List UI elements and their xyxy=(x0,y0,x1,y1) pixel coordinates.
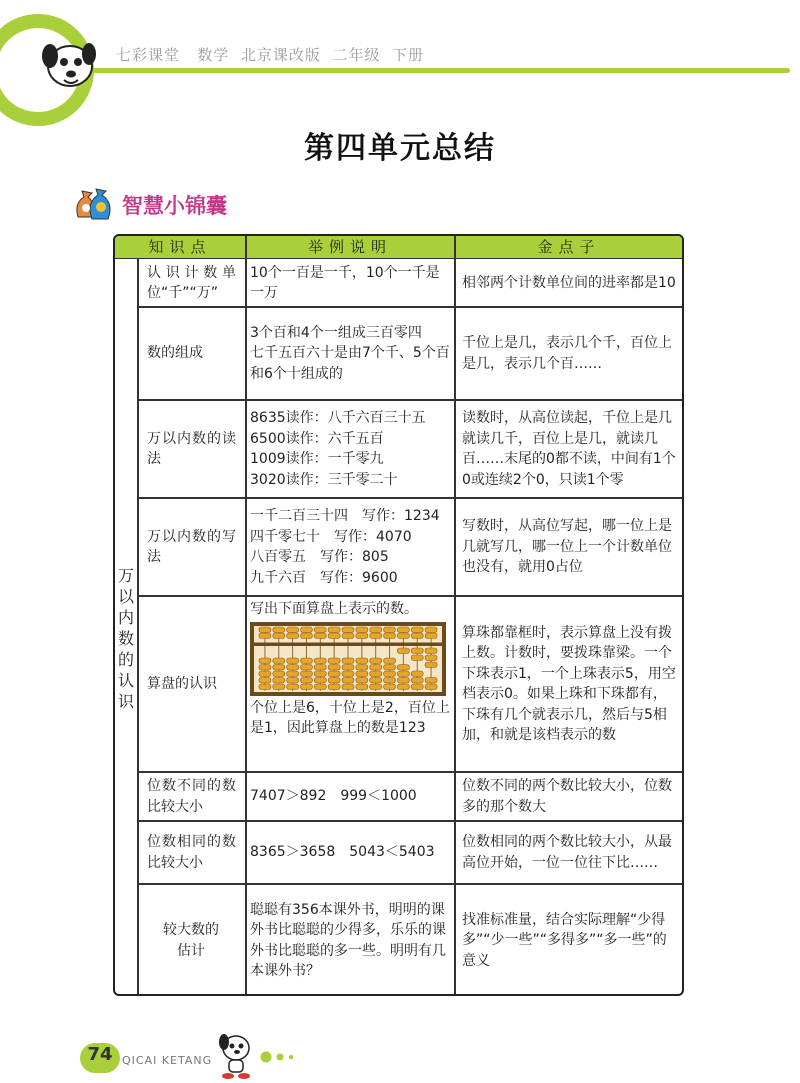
header-topic: 知识点 xyxy=(148,238,212,256)
abacus-answer: 个位上是6，十位上是2，百位上是1，因此算盘上的数是123 xyxy=(250,699,450,736)
row-1-tip-text: 相邻两个计数单位间的进率都是10 xyxy=(462,274,676,291)
abacus-bead xyxy=(314,664,326,670)
row-1-example xyxy=(246,260,454,306)
abacus-bead xyxy=(397,648,409,654)
row-3-tip-text: 读数时，从高位读起，千位上是几就读几千，百位上是几，就读几百……末尾的0都不读，中间有1个0或连续2个0，只读1个零 xyxy=(462,410,676,488)
abacus-bead xyxy=(328,671,340,677)
abacus-bead xyxy=(370,684,382,690)
abacus-bead xyxy=(411,671,423,677)
row-4-example-line: 八百零五 写作：805 xyxy=(250,549,389,565)
row-2-tip xyxy=(456,308,682,399)
abacus-bead xyxy=(259,658,271,664)
abacus-bead xyxy=(328,664,340,670)
row-8-topic xyxy=(141,885,241,996)
row-2-example xyxy=(246,308,454,399)
abacus-bead xyxy=(370,671,382,677)
abacus-bead xyxy=(328,677,340,683)
row-3-tip xyxy=(456,401,682,497)
abacus-bead xyxy=(411,655,423,661)
abacus-bead xyxy=(287,658,299,664)
abacus-bead xyxy=(300,658,312,664)
abacus-bead xyxy=(287,664,299,670)
row-2-example-line: 七千五百六十是由7个千、5个百和6个十组成的 xyxy=(250,345,450,382)
abacus-bead xyxy=(411,648,423,654)
group-label: 万以内数的认识 xyxy=(117,566,134,711)
abacus-bead xyxy=(273,658,285,664)
row-1-topic-text: 认识计数单位“千”“万” xyxy=(147,264,236,301)
abacus-bead xyxy=(384,627,396,633)
row-1-tip xyxy=(456,260,682,306)
abacus-bead xyxy=(314,658,326,664)
abacus-bead xyxy=(300,664,312,670)
row-8-example xyxy=(246,885,454,996)
abacus-bead xyxy=(425,633,437,639)
abacus-bead xyxy=(259,677,271,683)
abacus-bead xyxy=(397,671,409,677)
abacus-bead xyxy=(384,664,396,670)
row-3-example-line: 8635读作：八千六百三十五 xyxy=(250,410,426,426)
header-example: 举例说明 xyxy=(307,238,392,256)
abacus-bead xyxy=(259,664,271,670)
abacus-bead xyxy=(314,677,326,683)
abacus-bead xyxy=(397,664,409,670)
row-5-topic-text: 算盘的认识 xyxy=(147,675,217,692)
abacus-bead xyxy=(356,664,368,670)
abacus-bead xyxy=(370,664,382,670)
abacus-bead xyxy=(314,684,326,690)
abacus-bead xyxy=(411,627,423,633)
abacus-bead xyxy=(411,677,423,683)
abacus-bead xyxy=(370,627,382,633)
row-3-example-line: 1009读作：一千零九 xyxy=(250,451,384,467)
abacus-bead xyxy=(342,633,354,639)
abacus-bead xyxy=(287,627,299,633)
abacus-prompt: 写出下面算盘上表示的数。 xyxy=(250,601,418,617)
row-4-tip xyxy=(456,499,682,595)
decorative-dots-icon xyxy=(260,1050,300,1064)
row-5-tip-text: 算珠都靠框时，表示算盘上没有拨上数。计数时，要拨珠靠梁。一个下珠表示1，一个上珠表示5，用空档表示0。如果上珠和下珠都有，下珠有几个就表示几，然后与5相加，和就是该档表示的数 xyxy=(462,624,676,743)
abacus-bead xyxy=(273,684,285,690)
row-8-topic-text: 较大数的估计 xyxy=(163,922,219,959)
row-3-topic-text: 万以内数的读法 xyxy=(147,430,236,467)
abacus-bead xyxy=(425,655,437,661)
header-tip: 金点子 xyxy=(537,238,601,256)
section-label: 智慧小锦囊 xyxy=(122,194,227,218)
abacus-bead xyxy=(342,627,354,633)
abacus-beam xyxy=(254,642,442,646)
row-2-example-line: 3个百和4个一组成三百零四 xyxy=(250,324,422,341)
row-7-example-text: 8365＞3658 5043＜5403 xyxy=(250,844,435,861)
row-4-tip-text: 写数时，从高位写起，哪一位上是几就写几，哪一位上一个计数单位也没有，就用0占位 xyxy=(462,518,672,576)
row-5-topic xyxy=(141,597,241,771)
subject: 数学 xyxy=(197,46,230,64)
row-8-tip-text: 找准标准量，结合实际理解“少得多”“少一些”“多得多”“多一些”的意义 xyxy=(462,911,667,969)
abacus-bead xyxy=(300,684,312,690)
row-2-topic-text: 数的组成 xyxy=(147,345,203,362)
row-6-example xyxy=(246,773,454,820)
abacus-bead xyxy=(314,671,326,677)
abacus-bead xyxy=(425,627,437,633)
footer-brand: QICAI KETANG xyxy=(122,1054,213,1067)
group-column xyxy=(115,258,137,996)
abacus-illustration xyxy=(250,622,446,696)
row-3-example xyxy=(246,401,454,497)
abacus-bead xyxy=(287,633,299,639)
abacus-bead xyxy=(384,677,396,683)
row-7-topic-text: 位数相同的数比较大小 xyxy=(147,834,236,871)
row-6-topic-text: 位数不同的数比较大小 xyxy=(147,778,236,815)
abacus-bead xyxy=(370,658,382,664)
abacus-bead xyxy=(273,633,285,639)
page-title: 第四单元总结 xyxy=(304,131,496,166)
abacus-bead xyxy=(273,627,285,633)
abacus-bead xyxy=(384,633,396,639)
dog-mascot-icon xyxy=(213,1030,259,1080)
row-4-example-line: 一千二百三十四 写作：1234 xyxy=(250,508,440,524)
abacus-bead xyxy=(356,633,368,639)
abacus-bead xyxy=(328,633,340,639)
row-6-tip xyxy=(456,773,682,820)
abacus-bead xyxy=(425,662,437,668)
row-4-topic-text: 万以内数的写法 xyxy=(147,528,236,565)
row-3-example-line: 3020读作：三千零二十 xyxy=(250,471,398,488)
abacus-bead xyxy=(314,627,326,633)
abacus-bead xyxy=(397,677,409,683)
abacus-bead xyxy=(356,627,368,633)
series-name: 七彩课堂 xyxy=(116,46,181,64)
edition: 北京课改版 xyxy=(240,46,321,64)
header-rule xyxy=(60,68,790,73)
abacus-bead xyxy=(425,684,437,690)
row-4-example-line: 四千零七十 写作：4070 xyxy=(250,528,412,545)
abacus-bead xyxy=(397,627,409,633)
abacus-bead xyxy=(342,677,354,683)
abacus-bead xyxy=(397,684,409,690)
abacus-bead xyxy=(356,671,368,677)
abacus-bead xyxy=(259,627,271,633)
page-number: 74 xyxy=(87,1044,113,1065)
volume: 下册 xyxy=(392,46,425,64)
abacus-bead xyxy=(328,658,340,664)
row-3-topic xyxy=(141,401,241,497)
header-text xyxy=(116,44,424,65)
abacus-bead xyxy=(384,671,396,677)
row-2-topic xyxy=(141,308,241,399)
abacus-bead xyxy=(397,633,409,639)
row-6-example-text: 7407＞892 999＜1000 xyxy=(250,788,417,805)
abacus-bead xyxy=(411,684,423,690)
abacus-bead xyxy=(342,664,354,670)
abacus-bead xyxy=(356,658,368,664)
row-7-example xyxy=(246,822,454,883)
abacus-bead xyxy=(287,684,299,690)
abacus-bead xyxy=(273,677,285,683)
table-header xyxy=(115,236,682,259)
abacus-bead xyxy=(328,684,340,690)
abacus-bead xyxy=(425,648,437,654)
abacus-bead xyxy=(425,677,437,683)
money-bag-icon xyxy=(72,183,116,223)
abacus-bead xyxy=(287,677,299,683)
grade: 二年级 xyxy=(332,46,381,64)
row-8-tip xyxy=(456,885,682,996)
abacus-bead xyxy=(356,677,368,683)
col-divider xyxy=(137,258,139,996)
abacus-bead xyxy=(273,664,285,670)
row-1-topic xyxy=(141,260,241,306)
abacus-bead xyxy=(259,633,271,639)
row-8-example-text: 聪聪有356本课外书，明明的课外书比聪聪的少得多，乐乐的课外书比聪聪的多一些。明明有几本课外书？ xyxy=(250,901,446,979)
abacus-bead xyxy=(384,658,396,664)
row-5-tip xyxy=(456,597,682,771)
abacus-bead xyxy=(273,671,285,677)
abacus-bead xyxy=(328,627,340,633)
dog-mascot-icon xyxy=(34,28,104,98)
abacus-bead xyxy=(384,684,396,690)
abacus-bead xyxy=(287,671,299,677)
row-3-example-line: 6500读作：六千五百 xyxy=(250,430,384,447)
abacus-bead xyxy=(300,677,312,683)
row-4-example-line: 九千六百 写作：9600 xyxy=(250,569,398,586)
abacus-bead xyxy=(342,671,354,677)
abacus-bead xyxy=(259,684,271,690)
abacus-bead xyxy=(370,677,382,683)
abacus-bead xyxy=(300,671,312,677)
row-6-topic xyxy=(141,773,241,820)
row-5-example xyxy=(246,599,454,771)
abacus-bead xyxy=(300,633,312,639)
row-1-example-text: 10个一百是一千，10个一千是一万 xyxy=(250,264,440,301)
row-4-example xyxy=(246,499,454,595)
abacus-bead xyxy=(370,633,382,639)
abacus-bead xyxy=(411,633,423,639)
abacus-bead xyxy=(342,658,354,664)
abacus-bead xyxy=(356,684,368,690)
row-7-tip xyxy=(456,822,682,883)
abacus-bead xyxy=(259,671,271,677)
summary-table xyxy=(113,234,684,996)
row-2-tip-text: 千位上是几，表示几个千，百位上是几，表示几个百…… xyxy=(462,335,672,372)
row-7-tip-text: 位数相同的两个数比较大小，从最高位开始，一位一位往下比…… xyxy=(462,834,672,871)
row-6-tip-text: 位数不同的两个数比较大小，位数多的那个数大 xyxy=(462,778,672,815)
row-7-topic xyxy=(141,822,241,883)
abacus-bead xyxy=(342,684,354,690)
row-4-topic xyxy=(141,499,241,595)
abacus-bead xyxy=(300,627,312,633)
abacus-bead xyxy=(314,633,326,639)
